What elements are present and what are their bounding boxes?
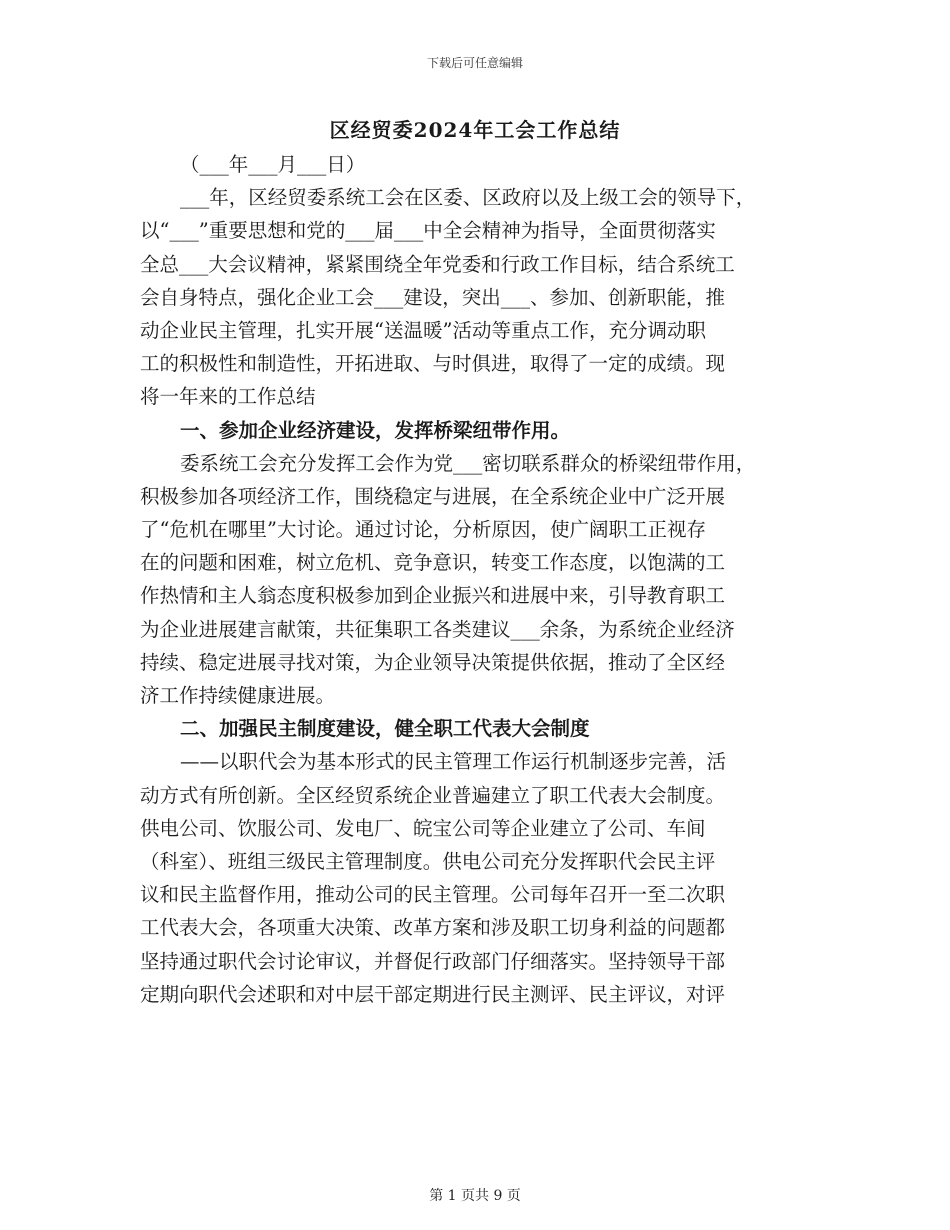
text-line: 委系统工会充分发挥工会作为党___密切联系群众的桥梁纽带作用， [180,451,756,475]
text-line: 动企业民主管理，扎实开展“送温暖”活动等重点工作，充分调动职 [140,318,706,342]
page-footer: 第 1 页共 9 页 [429,1188,521,1204]
text-line: 在的问题和困难，树立危机、竞争意识，转变工作态度，以饱满的工 [140,551,726,575]
text-line: ——以职代会为基本形式的民主管理工作运行机制逐步完善，活 [180,750,727,774]
text-line: （科室）、班组三级民主管理制度。供电公司充分发挥职代会民主评 [140,849,716,873]
text-line: （___年___月___日） [180,153,366,176]
text-line: 会自身特点，强化企业工会___建设，突出___、参加、创新职能，推 [140,285,726,309]
text-line: 供电公司、饮服公司、发电厂、皖宝公司等企业建立了公司、车间 [140,816,706,840]
section-heading: 二、加强民主制度建设，健全职工代表大会制度 [180,717,590,741]
text-line: 将一年来的工作总结 [140,385,316,409]
document-title: 区经贸委2024年工会工作总结 [329,118,621,142]
text-line: 全总___大会议精神，紧紧围绕全年党委和行政工作目标，结合系统工 [140,252,735,276]
text-line: ___年，区经贸委系统工会在区委、区政府以及上级工会的领导下， [180,186,756,210]
text-line: 议和民主监督作用，推动公司的民主管理。公司每年召开一至二次职 [140,883,726,907]
text-line: 以“___”重要思想和党的___届___中全会精神为指导，全面贯彻落实 [140,219,716,243]
text-line: 工的积极性和制造性，开拓进取、与时俱进，取得了一定的成绩。现 [140,352,726,376]
text-line: 持续、稳定进展寻找对策，为企业领导决策提供依据，推动了全区经 [140,650,726,674]
text-line: 积极参加各项经济工作，围绕稳定与进展，在全系统企业中广泛开展 [140,484,726,508]
text-line: 为企业进展建言献策，共征集职工各类建议___余条，为系统企业经济 [140,617,735,641]
document-body [140,148,820,1011]
text-line: 坚持通过职代会讨论审议，并督促行政部门仔细落实。坚持领导干部 [140,949,726,973]
text-line: 工代表大会，各项重大决策、改革方案和涉及职工切身利益的问题都 [140,916,726,940]
text-line: 济工作持续健康进展。 [140,684,336,707]
section-heading: 一、参加企业经济建设，发挥桥梁纽带作用。 [180,418,571,442]
header-note: 下载后可任意编辑 [426,56,523,70]
text-line: 了“危机在哪里”大讨论。通过讨论，分析原因，使广阔职工正视存 [140,518,706,542]
text-line: 作热情和主人翁态度积极参加到企业振兴和进展中来，引导教育职工 [140,584,726,608]
text-line: 定期向职代会述职和对中层干部定期进行民主测评、民主评议，对评 [140,982,726,1006]
text-line: 动方式有所创新。全区经贸系统企业普遍建立了职工代表大会制度。 [140,783,726,807]
